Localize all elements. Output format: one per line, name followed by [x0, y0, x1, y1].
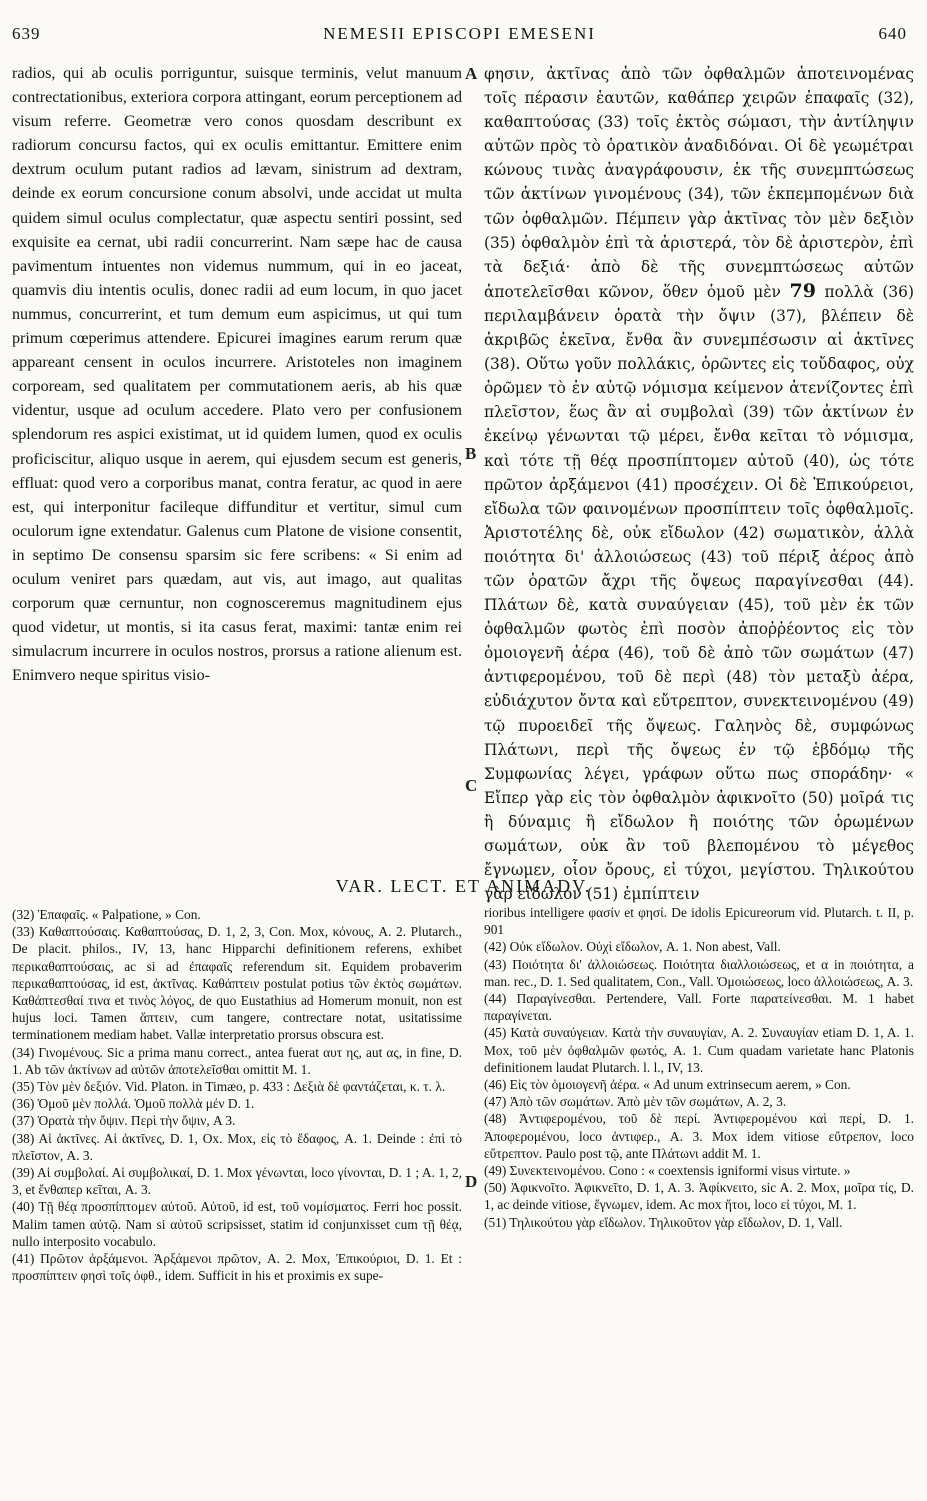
note-32: (32) Ἐπαφαῖς. « Palpatione, » Con. [12, 907, 201, 922]
greek-text-part-2: πολλὰ (36) περιλαμβάνειν ὁρατὰ τὴν ὄψιν (37), βλέπειν δὲ ἀκριβῶς ἐκεῖνα, ἔνθα ἂν συνεμπέσωσιν αἱ ἀκτῖνες (38). Οὕτω γοῦν πολλάκις, ὁρῶντες εἰς τοὔδαφος, οὐχ ὁρῶμεν τὸ ἐν αὐτῷ νόμισμα κείμενον ἀτενίζοντες ἐπὶ πλεῖστον, ἕως ἂν αἱ συμβολαὶ (39) τῶν ἀκτίνων ἐν ἐκείνῳ γένωνται τῷ μέρει, ἔνθα κεῖται τὸ νόμισμα, καὶ τότε τῇ θέᾳ προσπίπτομεν αὐτοῦ (40), ὡς τότε πρῶτον ἀρξάμενοι (41) προσέχειν. Οἱ δὲ Ἐπικούρειοι, εἴδωλα τῶν φαινομένων προσπίπτειν τοῖς ὀφθαλμοῖς. Ἀριστοτέλης δὲ, οὐκ εἴδωλον (42) σωματικὸν, ἀλλὰ ποιότητα δι' ἀλλοιώσεως (43) τοῦ πέριξ ἀέρος ἀπὸ τῶν ὁρατῶν ἄχρι τῆς ὄψεως παραγίνεσθαι (44). Πλάτων δὲ, κατὰ συναύγειαν (45), τοῦ μὲν ἐκ τῶν ὀφθαλμῶν φωτὸς ἐπὶ ποσὸν ἀποῤῥέοντος εἰς τὸν ὁμοιογενῆ ἀέρα (46), τοῦ δὲ ἀπὸ τῶν σωμάτων (47) ἀντιφερομένου, τοῦ δὲ περὶ (48) τὸν μεταξὺ ἀέρα, εὐδιάχυτον ὄντα καὶ εὔτρεπτον, συνεκτεινομένου (49) τῷ πυροειδεῖ τῆς ὄψεως. Γαληνὸς δὲ, συμφώνως Πλάτωνι, περὶ τῆς ὄψεως ἐν τῷ ἑβδόμῳ τῆς Συμφωνίας λέγει, γράφων οὕτω πως σποράδην· « Εἴπερ γὰρ εἰς τὸν ὀφθαλμὸν ἀφικνοῖτο (50) μοῖρά τις ἢ δύναμις ἢ εἴδωλον ἢ ποιότης τῶν ὁρωμένων σωμάτων, οὐκ ἂν τοῦ βλεπομένου τὸ μέγεθος ἔγνωμεν, οἷον ὄρους, εἰ τύχοι, μεγίστου. Τηλικούτου γὰρ εἴδωλον (51) ἐμπίπτειν [484, 282, 914, 904]
note-44: (44) Παραγίνεσθαι. Pertendere, Vall. Forte παρατείνεσθαι. M. 1 habet παραγίνεται. [484, 991, 914, 1024]
note-37: (37) Ὁρατὰ τὴν ὄψιν. Περὶ τὴν ὄψιν, A 3. [12, 1113, 236, 1129]
running-title: NEMESII EPISCOPI EMESENI [323, 24, 596, 43]
greek-text-part-1: φησιν, ἀκτῖνας ἀπὸ τῶν ὀφθαλμῶν ἀποτεινομένας τοῖς πέρασιν ἑαυτῶν, καθάπερ χειρῶν ἐπαφαῖς (32), καθαπτούσας (33) τοῖς ἐκτὸς σώμασι, τὴν ἀντίληψιν αὐτῶν πρὸς τὸ ὁρατικὸν ἀναδιδόναι. Οἱ δὲ γεωμέτραι κώνους τινὰς ἀναγράφουσιν, ἐκ τῆς συνεμπτώσεως τῶν ἀκτίνων γινομένους (34), τῶν ἐκπεμπομένων διὰ τῶν ὀφθαλμῶν. Πέμπειν γὰρ ἀκτῖνας τὸν μὲν δεξιὸν (35) ὀφθαλμὸν ἐπὶ τὰ ἀριστερά, τὸν δὲ ἀριστερὸν, ἐπὶ τὰ δεξιά· ἀπὸ δὲ τῆς συνεμπτώσεως αὐτῶν ἀποτελεῖσθαι κῶνον, ὅθεν ὁμοῦ μὲν [484, 65, 914, 301]
note-46: (46) Εἰς τὸν ὁμοιογενῆ ἀέρα. « Ad unum extrinsecum aerem, » Con. [484, 1077, 851, 1093]
note-33: (33) Καθαπτούσαις. Καθαπτούσας, D. 1, 2, 3, Con. Mox, κόνους, A. 2. Plutarch., De placit. philos., IV, 13, hanc Hipparchi definitionem referens, exhibet περικαθαπτούσαις, ac si ad ἐπαφαῖς referendum sit. Equidem probaverim περικαθαπτούσας, id est, ἀκτῖνας. Καθάπτειν postulat potius τῶν ἐκτὸς σωμάτων. Καθάπτεσθαί τινα et τινὸς λόγος, de quo Eustathius ad Homerum monuit, non est hujus loci. Tamen ἅπτειν, cum tangere, contrectare notat, usitatissime terminationem mediam habet. Vallæ interpretatio prorsus obscura est. [12, 924, 462, 1043]
greek-paragraph [484, 62, 914, 906]
margin-letter-c: C [465, 776, 478, 795]
note-43: (43) Ποιότητα δι' ἀλλοιώσεως. Ποιότητα διαλλοιώσεως, et α in ποιότητα, a man. rec., D. 1. Sed qualitatem, Con., Vall. Ὁμοιώσεως, loco ἀλλοιώσεως, A. 3. [484, 956, 914, 989]
note-39: (39) Αἱ συμβολαί. Αἱ συμβολικαί, D. 1. Mox γένωνται, loco γίνονται, D. 1 ; A. 1, 2, 3, et ἔνθαπερ κεῖται, A. 3. [12, 1165, 462, 1198]
running-header [12, 24, 907, 50]
note-50: (50) Ἀφικνοῖτο. Ἀφικνεῖτο, D. 1, A. 3. Ἀφίκνειτο, sic A. 2. Mox, μοῖρα τίς, D. 1, ac deinde vitiose, ἔγνωμεν, idem. Ac mox ἤτοι, loco εἰ τύχοι, M. 1. [484, 1180, 914, 1213]
margin-letter-a: A [465, 64, 478, 83]
folio-number: 79 [789, 279, 816, 302]
latin-paragraph: radios, qui ab oculis porriguntur, suisque terminis, velut manuum contrectationibus, exteriora corpora attingant, eorum perceptionem ad visum referre. Geometræ vero conos quosdam describunt ex radiorum concursu factos, qui ex oculis emittantur. Emittere enim dextrum oculum putant radios ad lævam, sinistrum ad dextram, deinde ex eorum concursione conum absolvi, unde accidat ut multa quidem simul oculus complectatur, quæ aspectu sentiri possint, sed exquisite ea cernat, ubi radii concurrerint. Nam sæpe hac de causa pavimentum intuentes non videmus nummum, qui in eo jaceat, quamvis diu intentis oculis, donec radii ad eum locum, in quo jacet nummus, concurrerint, et tum demum eum aspicimus, ut qui tum primum cœperimus attendere. Epicurei imagines earum rerum quæ appareant censent in oculos incurrere. Aristoteles non imaginem corpoream, sed qualitatem per commutationem aeris, ab his quæ videntur, usque ad oculum accedere. Plato vero per confusionem splendorum res aspici existimat, ut id quidem lumen, quod ex oculis proficiscitur, aliquo usque in aerem, qui ejusdem secum est generis, effluat: quod vero a corporibus manat, contra feratur, ac quod in aere est, qui interponitur facileque diffunditur et vertitur, simul cum oculorum igne extendatur. Galenus cum Platone de visione consentit, in septimo De consensu sparsim sic fere scribens: « Si enim ad oculum veniret pars quædam, aut vis, aut imago, aut qualitas corporum quæ cernuntur, non cognosceremus magnitudinem ejus quod videtur, ut montis, si ita casus ferat, maximi: tantæ enim rei simulacrum incurrere in oculos nostros, prorsus a ratione alienum est. Enimvero neque spiritus visio- [12, 65, 462, 685]
greek-main-text [484, 62, 914, 904]
margin-letter-b: B [465, 444, 477, 463]
note-35: (35) Τὸν μὲν δεξιόν. Vid. Platon. in Timæo, p. 433 : Δεξιὰ δὲ φαντάζεται, κ. τ. λ. [12, 1079, 446, 1095]
note-51: (51) Τηλικούτου γὰρ εἴδωλον. Τηλικοῦτον γὰρ εἴδωλον, D. 1, Vall. [484, 1214, 843, 1230]
note-45: (45) Κατὰ συναύγειαν. Κατὰ τὴν συναυγίαν, A. 2. Συναυγίαν etiam D. 1, A. 1. Mox, τοῦ μὲν ὀφθαλμῶν φωτός, A. 1. Cum quadam varietate hanc Platonis definitionem laudat Plutarch. l. l., IV, 13. [484, 1025, 914, 1075]
note-42: (42) Οὐκ εἴδωλον. Οὐχὶ εἴδωλον, A. 1. Non abest, Vall. [484, 939, 781, 955]
notes-left-column [12, 906, 462, 1496]
note-49: (49) Συνεκτεινομένου. Cono : « coextensis igniformi visus virtute. » [484, 1163, 851, 1179]
margin-letter-d: D [465, 1172, 478, 1191]
page-number-left: 639 [12, 24, 41, 43]
notes-section-title: VAR. LECT. ET ANIMADV. [335, 876, 592, 896]
note-41-continued: rioribus intelligere φασίν et φησί. De idolis Epicureorum vid. Plutarch. t. II, p. 901 [484, 905, 914, 938]
note-48: (48) Ἀντιφερομένου, τοῦ δὲ περί. Ἀντιφερομένου καὶ περί, D. 1. Ἀποφερομένου, loco ἀντιφερ., A. 3. Mox idem vitiose εὔτρεπον, loco εὔτρεπτον. Paulo post τῷ, ante Πλάτωνι addit M. 1. [484, 1111, 914, 1161]
note-40: (40) Τῇ θέᾳ προσπίπτομεν αὐτοῦ. Αὐτοῦ, id est, τοῦ νομίσματος. Ferri hoc possit. Malim tamen αὐτῷ. Nam si αὐτοῦ scripsisset, statim id conjunxisset cum τῇ θέᾳ, nullo interposito vocabulo. [12, 1199, 462, 1249]
note-38: (38) Αἱ ἀκτῖνες. Αἱ ἀκτῖνες, D. 1, Ox. Mox, εἰς τὸ ἔδαφος, A. 1. Deinde : ἐπὶ τὸ πλεῖστον, A. 3. [12, 1130, 462, 1163]
latin-main-text [12, 62, 462, 882]
note-47: (47) Ἀπὸ τῶν σωμάτων. Ἀπὸ μὲν τῶν σωμάτων, A. 2, 3. [484, 1094, 787, 1110]
note-41: (41) Πρῶτον ἀρξάμενοι. Ἀρξάμενοι πρῶτον, A. 2. Mox, Ἐπικούριοι, D. 1. Et : προσπίπτειν φησὶ τοῖς ὀφθ., idem. Sufficit in his et proximis ex supe- [12, 1251, 462, 1284]
notes-right-column [484, 904, 914, 1494]
note-36: (36) Ὁμοῦ μὲν πολλά. Ὁμοῦ πολλὰ μέν D. 1. [12, 1096, 255, 1112]
page-number-right: 640 [878, 24, 907, 43]
note-34: (34) Γινομένους. Sic a prima manu correct., antea fuerat αυτ ης, aut ας, in fine, D. 1. Ab τῶν ἀκτίνων ad αὐτῶν ἀποτελεῖσθαι omittit M. 1. [12, 1044, 462, 1077]
